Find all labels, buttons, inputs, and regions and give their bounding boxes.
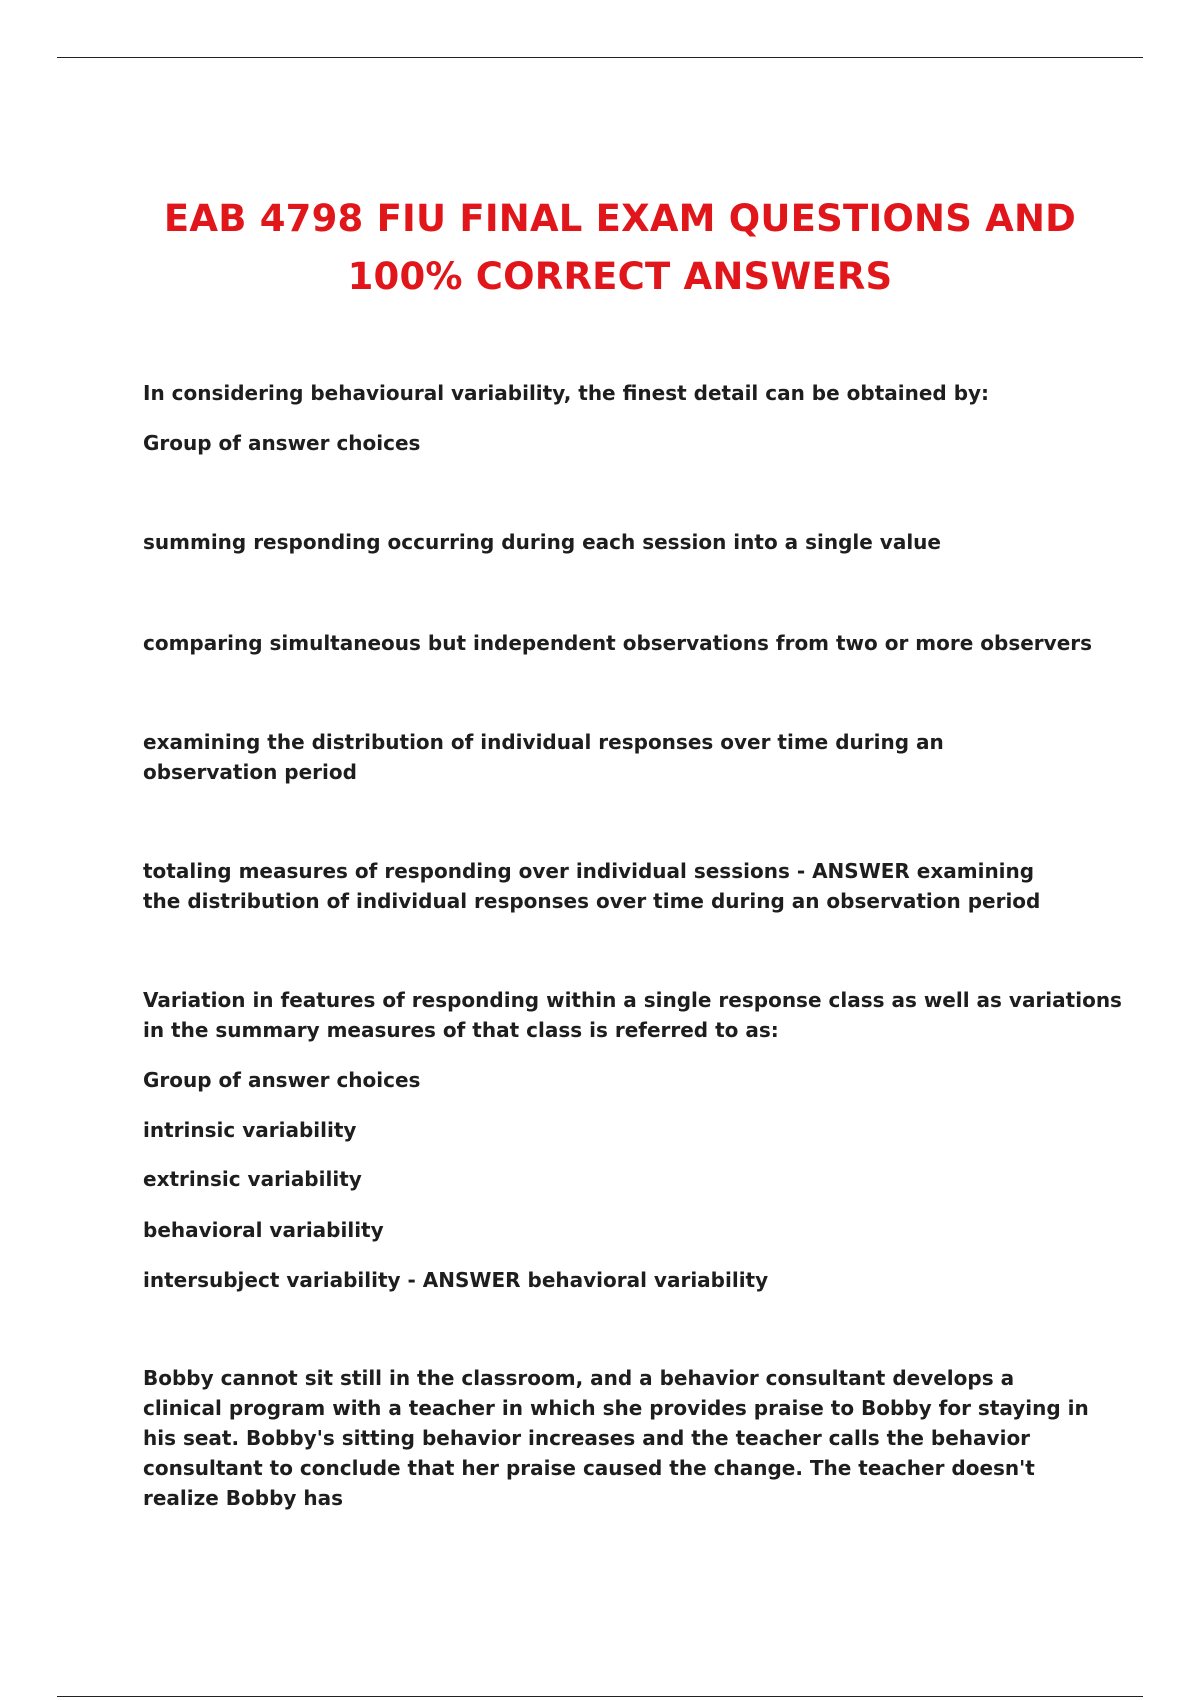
question-2-choice-2: extrinsic variability xyxy=(143,1167,362,1191)
question-1-choice-3: examining the distribution of individual responses over time during an observation period xyxy=(143,730,944,784)
bottom-rule xyxy=(57,1696,1143,1697)
document-title xyxy=(0,190,1200,306)
question-2-group-label: Group of answer choices xyxy=(143,1068,421,1092)
top-rule xyxy=(57,57,1143,58)
question-1-text: In considering behavioural variability, the finest detail can be obtained by: xyxy=(143,381,990,405)
question-1-choice-4-answer: totaling measures of responding over individual sessions - ANSWER examining the distribution of individual responses over time during an observation period xyxy=(143,859,1041,913)
question-2-choice-1: intrinsic variability xyxy=(143,1118,357,1142)
question-3-text: Bobby cannot sit still in the classroom, and a behavior consultant develops a clinical program with a teacher in which she provides praise to Bobby for staying in his seat. Bobby's sitting behavior increases and the teacher calls the behavior consultant to conclude that her praise caused the change. The teacher doesn't realize Bobby has xyxy=(143,1366,1089,1510)
question-2-choice-3: behavioral variability xyxy=(143,1218,384,1242)
question-1-group-label: Group of answer choices xyxy=(143,431,421,455)
question-1-choice-2: comparing simultaneous but independent observations from two or more observers xyxy=(143,631,1093,655)
title-line-1: EAB 4798 FIU FINAL EXAM QUESTIONS AND xyxy=(163,197,1077,240)
question-2-text: Variation in features of responding within a single response class as well as variations in the summary measures of that class is referred to as: xyxy=(143,988,1122,1042)
title-line-2: 100% CORRECT ANSWERS xyxy=(347,255,893,298)
question-2-choice-4-answer: intersubject variability - ANSWER behavioral variability xyxy=(143,1268,769,1292)
question-1-choice-1: summing responding occurring during each session into a single value xyxy=(143,530,941,554)
